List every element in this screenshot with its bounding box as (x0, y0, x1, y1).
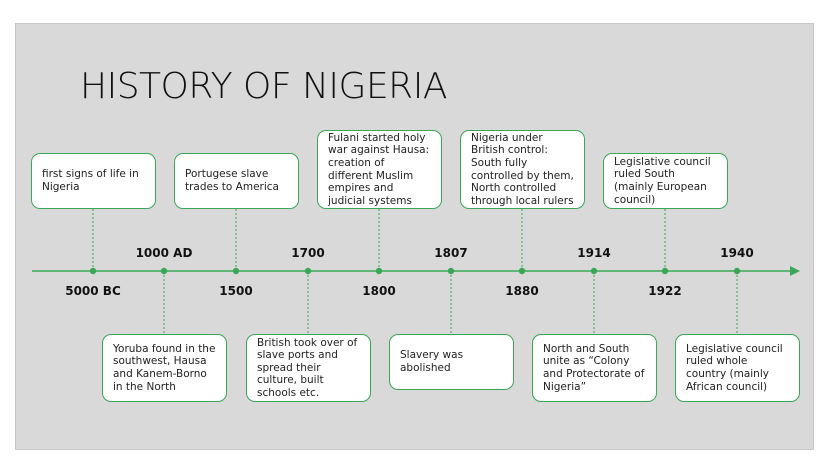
event-box-1800: Fulani started holy war against Hausa: creation of different Muslim empires and judicial systems (317, 130, 442, 209)
timeline-dot (233, 268, 239, 274)
event-box-1922: Legislative council ruled South (mainly European council) (603, 153, 728, 209)
year-label-1000ad: 1000 AD (135, 246, 193, 260)
year-label-1922: 1922 (648, 284, 682, 298)
event-box-1807: Slavery was abolished (389, 334, 514, 390)
timeline-dot (519, 268, 525, 274)
event-box-1700: British took over of slave ports and spread their culture, built schools etc. (246, 334, 371, 402)
timeline-dot (90, 268, 96, 274)
timeline-dot (376, 268, 382, 274)
year-label-1914: 1914 (577, 246, 611, 260)
timeline-arrowhead (790, 266, 800, 276)
year-label-1807: 1807 (434, 246, 468, 260)
event-box-1940: Legislative council ruled whole country (mainly African council) (675, 334, 800, 402)
year-label-1500: 1500 (219, 284, 253, 298)
year-label-5000bc: 5000 BC (65, 284, 121, 298)
event-box-1000ad: Yoruba found in the southwest, Hausa and Kanem-Borno in the North (102, 334, 227, 402)
year-label-1800: 1800 (362, 284, 396, 298)
event-box-5000bc: first signs of life in Nigeria (31, 153, 156, 209)
connector-lines (93, 209, 737, 336)
timeline-dot (161, 268, 167, 274)
year-label-1940: 1940 (720, 246, 754, 260)
timeline-dot (591, 268, 597, 274)
event-box-1500: Portugese slave trades to America (174, 153, 299, 209)
timeline-dot (448, 268, 454, 274)
timeline-dot (305, 268, 311, 274)
event-box-1880: Nigeria under British control: South fully controlled by them, North controlled through local rulers (460, 130, 585, 209)
event-box-1914: North and South unite as “Colony and Protectorate of Nigeria” (532, 334, 657, 402)
timeline-dot (734, 268, 740, 274)
year-label-1880: 1880 (505, 284, 539, 298)
year-label-1700: 1700 (291, 246, 325, 260)
timeline-dot (662, 268, 668, 274)
page-title: HISTORY OF NIGERIA (80, 66, 447, 107)
